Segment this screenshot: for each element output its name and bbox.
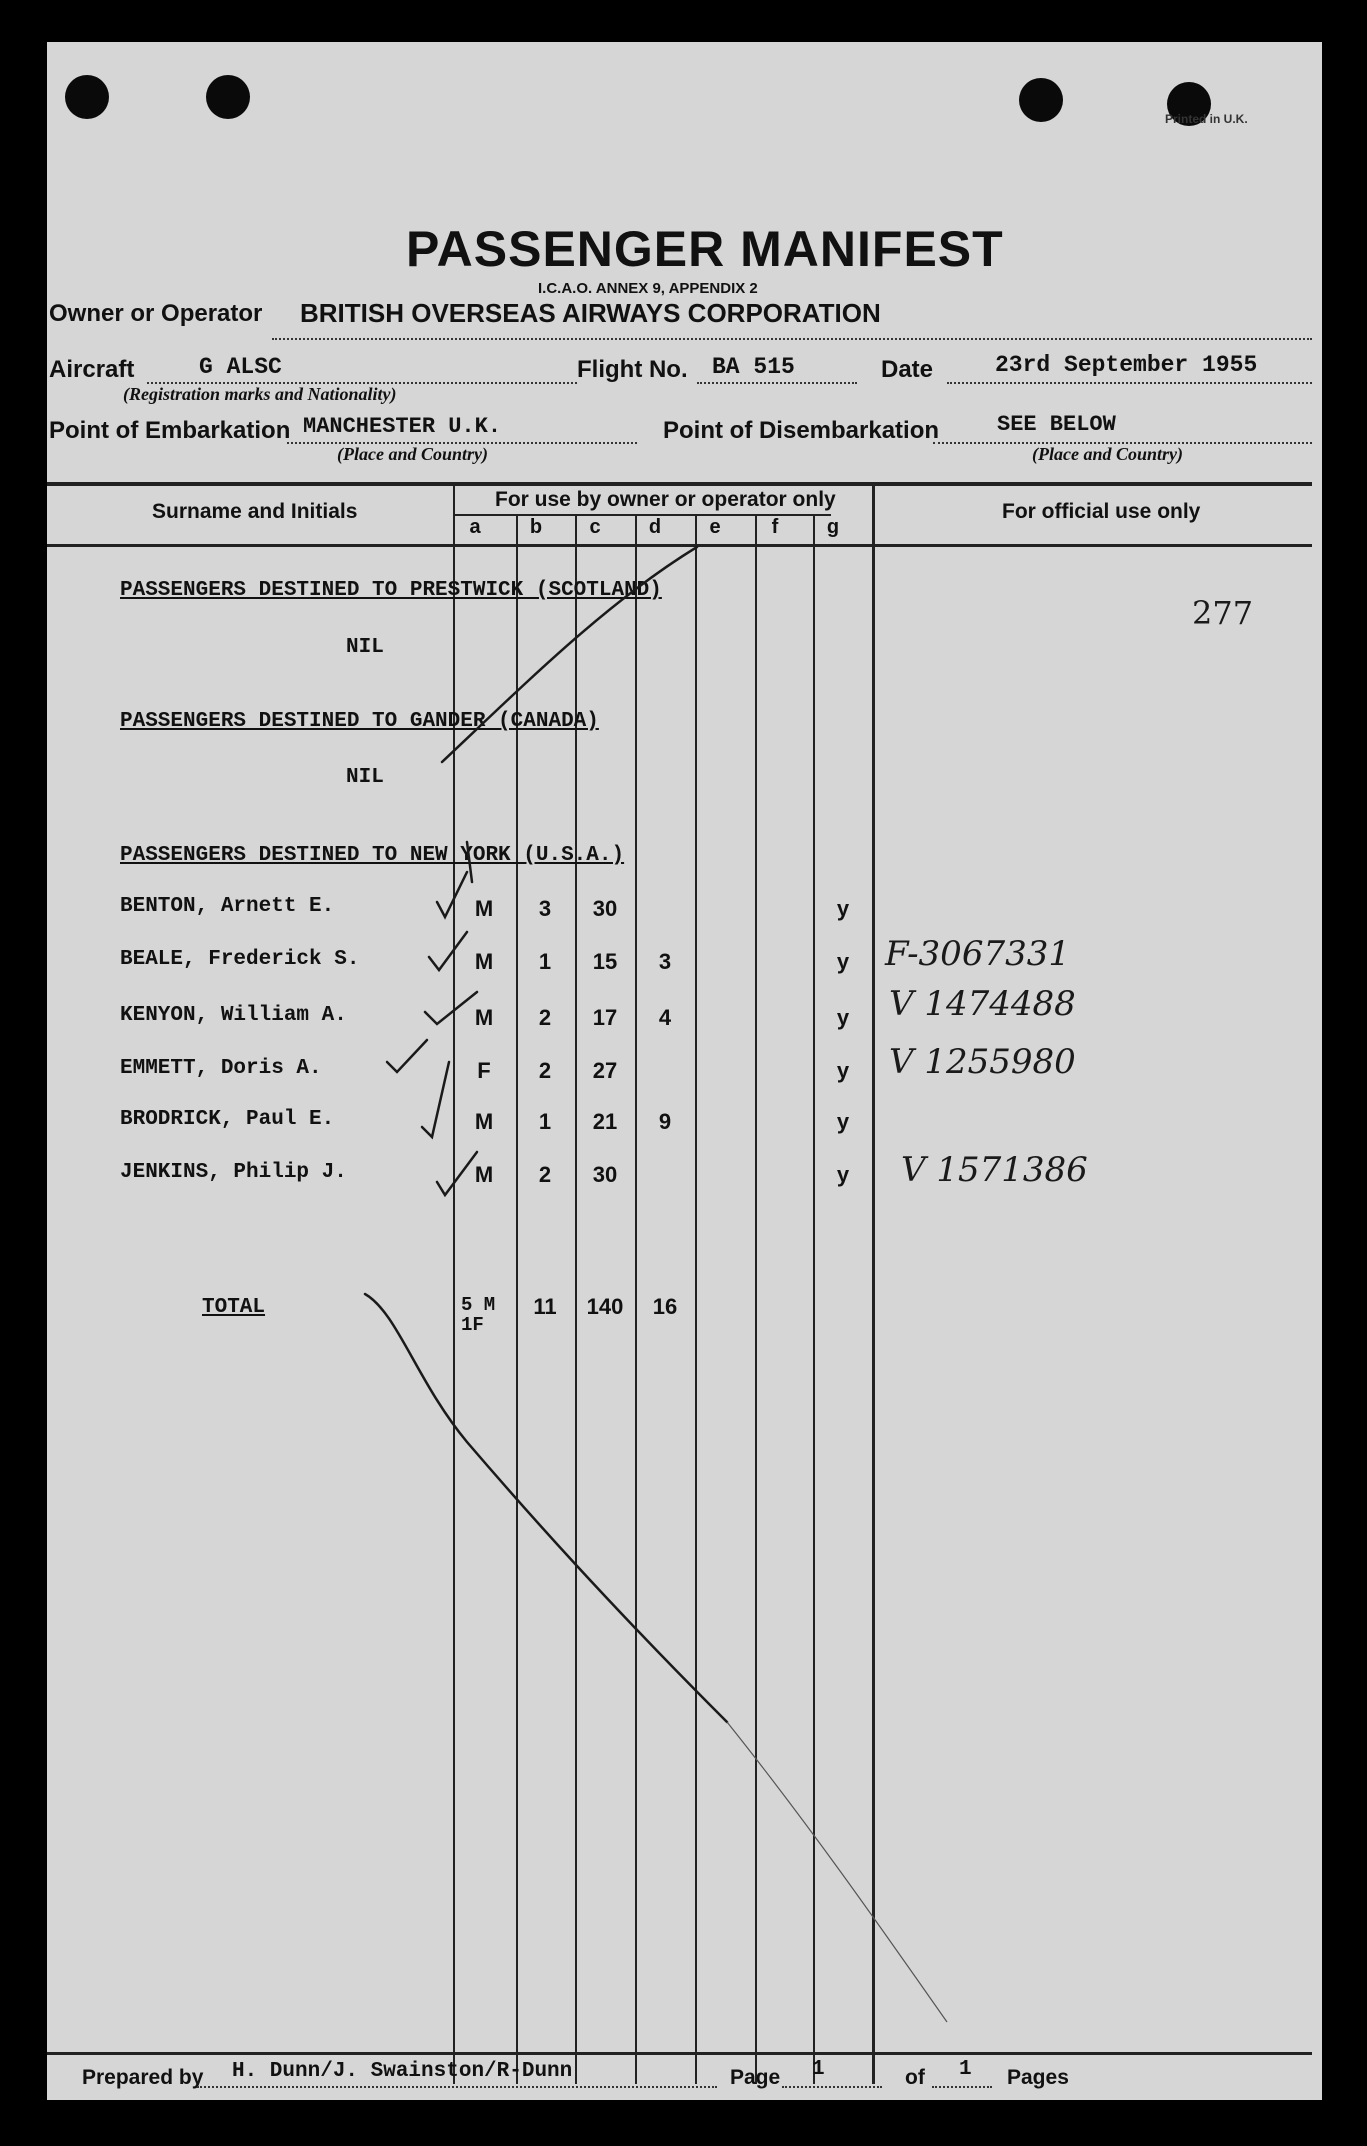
official-reference-number: 277 bbox=[1192, 594, 1254, 632]
passenger-c: 15 bbox=[592, 949, 618, 974]
passenger-c: 27 bbox=[592, 1058, 618, 1083]
diagonal-stroke-upper bbox=[442, 547, 697, 762]
owner-label: Owner or Operator bbox=[49, 300, 263, 327]
tick-mark bbox=[437, 872, 467, 917]
passenger-c: 30 bbox=[592, 1162, 618, 1187]
disembarkation-caption: (Place and Country) bbox=[1032, 444, 1183, 464]
passenger-name: EMMETT, Doris A. bbox=[120, 1057, 322, 1080]
col-c-header: c bbox=[589, 516, 601, 538]
embarkation-caption: (Place and Country) bbox=[337, 444, 488, 464]
passenger-sex: M bbox=[474, 1109, 494, 1134]
passenger-sex: M bbox=[474, 1162, 494, 1187]
page-label: Page bbox=[730, 2066, 781, 2089]
tick-mark bbox=[467, 842, 472, 882]
date-label: Date bbox=[881, 356, 934, 383]
col-b-header: b bbox=[529, 516, 543, 538]
aircraft-value: G ALSC bbox=[199, 354, 282, 380]
passenger-sex: M bbox=[474, 1005, 494, 1030]
page-title: PASSENGER MANIFEST bbox=[406, 221, 1004, 277]
passenger-d: 4 bbox=[658, 1005, 672, 1030]
manifest-sheet bbox=[47, 42, 1322, 2100]
passenger-b: 1 bbox=[538, 1109, 552, 1134]
passenger-g: y bbox=[836, 1058, 850, 1083]
passenger-b: 2 bbox=[538, 1058, 552, 1083]
col-f-header: f bbox=[771, 516, 779, 538]
passenger-name: JENKINS, Philip J. bbox=[120, 1161, 347, 1184]
page-subtitle: I.C.A.O. ANNEX 9, APPENDIX 2 bbox=[538, 280, 758, 297]
passenger-official-note: V 1255980 bbox=[889, 1042, 1076, 1082]
section-nil-gander: NIL bbox=[346, 766, 384, 789]
embarkation-label: Point of Embarkation bbox=[49, 417, 291, 444]
disembarkation-label: Point of Disembarkation bbox=[663, 417, 940, 444]
total-a-female: 1F bbox=[461, 1314, 484, 1336]
passenger-g: y bbox=[836, 1005, 850, 1030]
tick-mark bbox=[387, 1040, 427, 1072]
passenger-g: y bbox=[836, 1109, 850, 1134]
disembarkation-value: SEE BELOW bbox=[997, 412, 1116, 437]
total-c: 140 bbox=[586, 1294, 624, 1319]
passenger-name: BEALE, Frederick S. bbox=[120, 948, 360, 971]
passenger-g: y bbox=[836, 1162, 850, 1187]
passenger-b: 3 bbox=[538, 896, 552, 921]
aircraft-label: Aircraft bbox=[49, 356, 135, 383]
passenger-b: 2 bbox=[538, 1005, 552, 1030]
diagonal-stroke-lower bbox=[365, 1294, 727, 1722]
total-b: 11 bbox=[533, 1294, 557, 1319]
passenger-c: 30 bbox=[592, 896, 618, 921]
passenger-official-note: V 1571386 bbox=[901, 1150, 1088, 1190]
passenger-sex: M bbox=[474, 896, 494, 921]
passenger-official-note: F-3067331 bbox=[885, 934, 1070, 974]
tick-mark bbox=[429, 932, 467, 970]
passenger-d: 3 bbox=[658, 949, 672, 974]
col-g-header: g bbox=[826, 516, 840, 538]
date-value: 23rd September 1955 bbox=[995, 352, 1258, 378]
corner-print-note: Printed in U.K. bbox=[1165, 112, 1248, 126]
tick-mark bbox=[422, 1062, 449, 1137]
section-nil-prestwick: NIL bbox=[346, 636, 384, 659]
page-number: 1 bbox=[812, 2058, 825, 2081]
passenger-sex: F bbox=[477, 1058, 491, 1083]
passenger-c: 17 bbox=[592, 1005, 618, 1030]
total-pages: 1 bbox=[959, 2058, 972, 2081]
passenger-official-note: V 1474488 bbox=[889, 984, 1076, 1024]
col-official-header: For official use only bbox=[1002, 500, 1201, 523]
passenger-c: 21 bbox=[592, 1109, 618, 1134]
prepared-by-value: H. Dunn/J. Swainston/R-Dunn bbox=[232, 2060, 573, 2083]
passenger-g: y bbox=[836, 896, 850, 921]
col-a-header: a bbox=[469, 516, 481, 538]
passenger-b: 2 bbox=[538, 1162, 552, 1187]
section-heading-gander: PASSENGERS DESTINED TO GANDER (CANADA) bbox=[120, 710, 599, 733]
handwritten-marks bbox=[47, 42, 1322, 2100]
total-a-male: 5 M bbox=[461, 1294, 496, 1316]
total-d: 16 bbox=[652, 1294, 678, 1319]
tick-mark bbox=[437, 1152, 477, 1195]
section-heading-prestwick: PASSENGERS DESTINED TO PRESTWICK (SCOTLAND) bbox=[120, 579, 662, 602]
of-label: of bbox=[905, 2066, 925, 2089]
aircraft-caption: (Registration marks and Nationality) bbox=[123, 384, 397, 404]
passenger-name: BENTON, Arnett E. bbox=[120, 895, 335, 918]
col-d-header: d bbox=[648, 516, 662, 538]
tick-mark bbox=[425, 992, 477, 1024]
passenger-name: KENYON, William A. bbox=[120, 1004, 347, 1027]
passenger-sex: M bbox=[474, 949, 494, 974]
passenger-d: 9 bbox=[658, 1109, 672, 1134]
flight-no-label: Flight No. bbox=[577, 356, 688, 383]
col-surname-header: Surname and Initials bbox=[152, 500, 358, 523]
total-label: TOTAL bbox=[202, 1296, 266, 1319]
prepared-by-label: Prepared by bbox=[82, 2066, 204, 2089]
pages-label: Pages bbox=[1007, 2066, 1069, 2089]
passenger-b: 1 bbox=[538, 949, 552, 974]
col-e-header: e bbox=[709, 516, 721, 538]
owner-value: BRITISH OVERSEAS AIRWAYS CORPORATION bbox=[300, 298, 881, 328]
faint-pencil-line bbox=[727, 1722, 947, 2022]
embarkation-value: MANCHESTER U.K. bbox=[303, 414, 502, 439]
passenger-name: BRODRICK, Paul E. bbox=[120, 1108, 335, 1131]
flight-no-value: BA 515 bbox=[712, 354, 795, 380]
col-owner-group-header: For use by owner or operator only bbox=[495, 488, 836, 511]
section-heading-new-york: PASSENGERS DESTINED TO NEW YORK (U.S.A.) bbox=[120, 844, 625, 867]
passenger-g: y bbox=[836, 949, 850, 974]
